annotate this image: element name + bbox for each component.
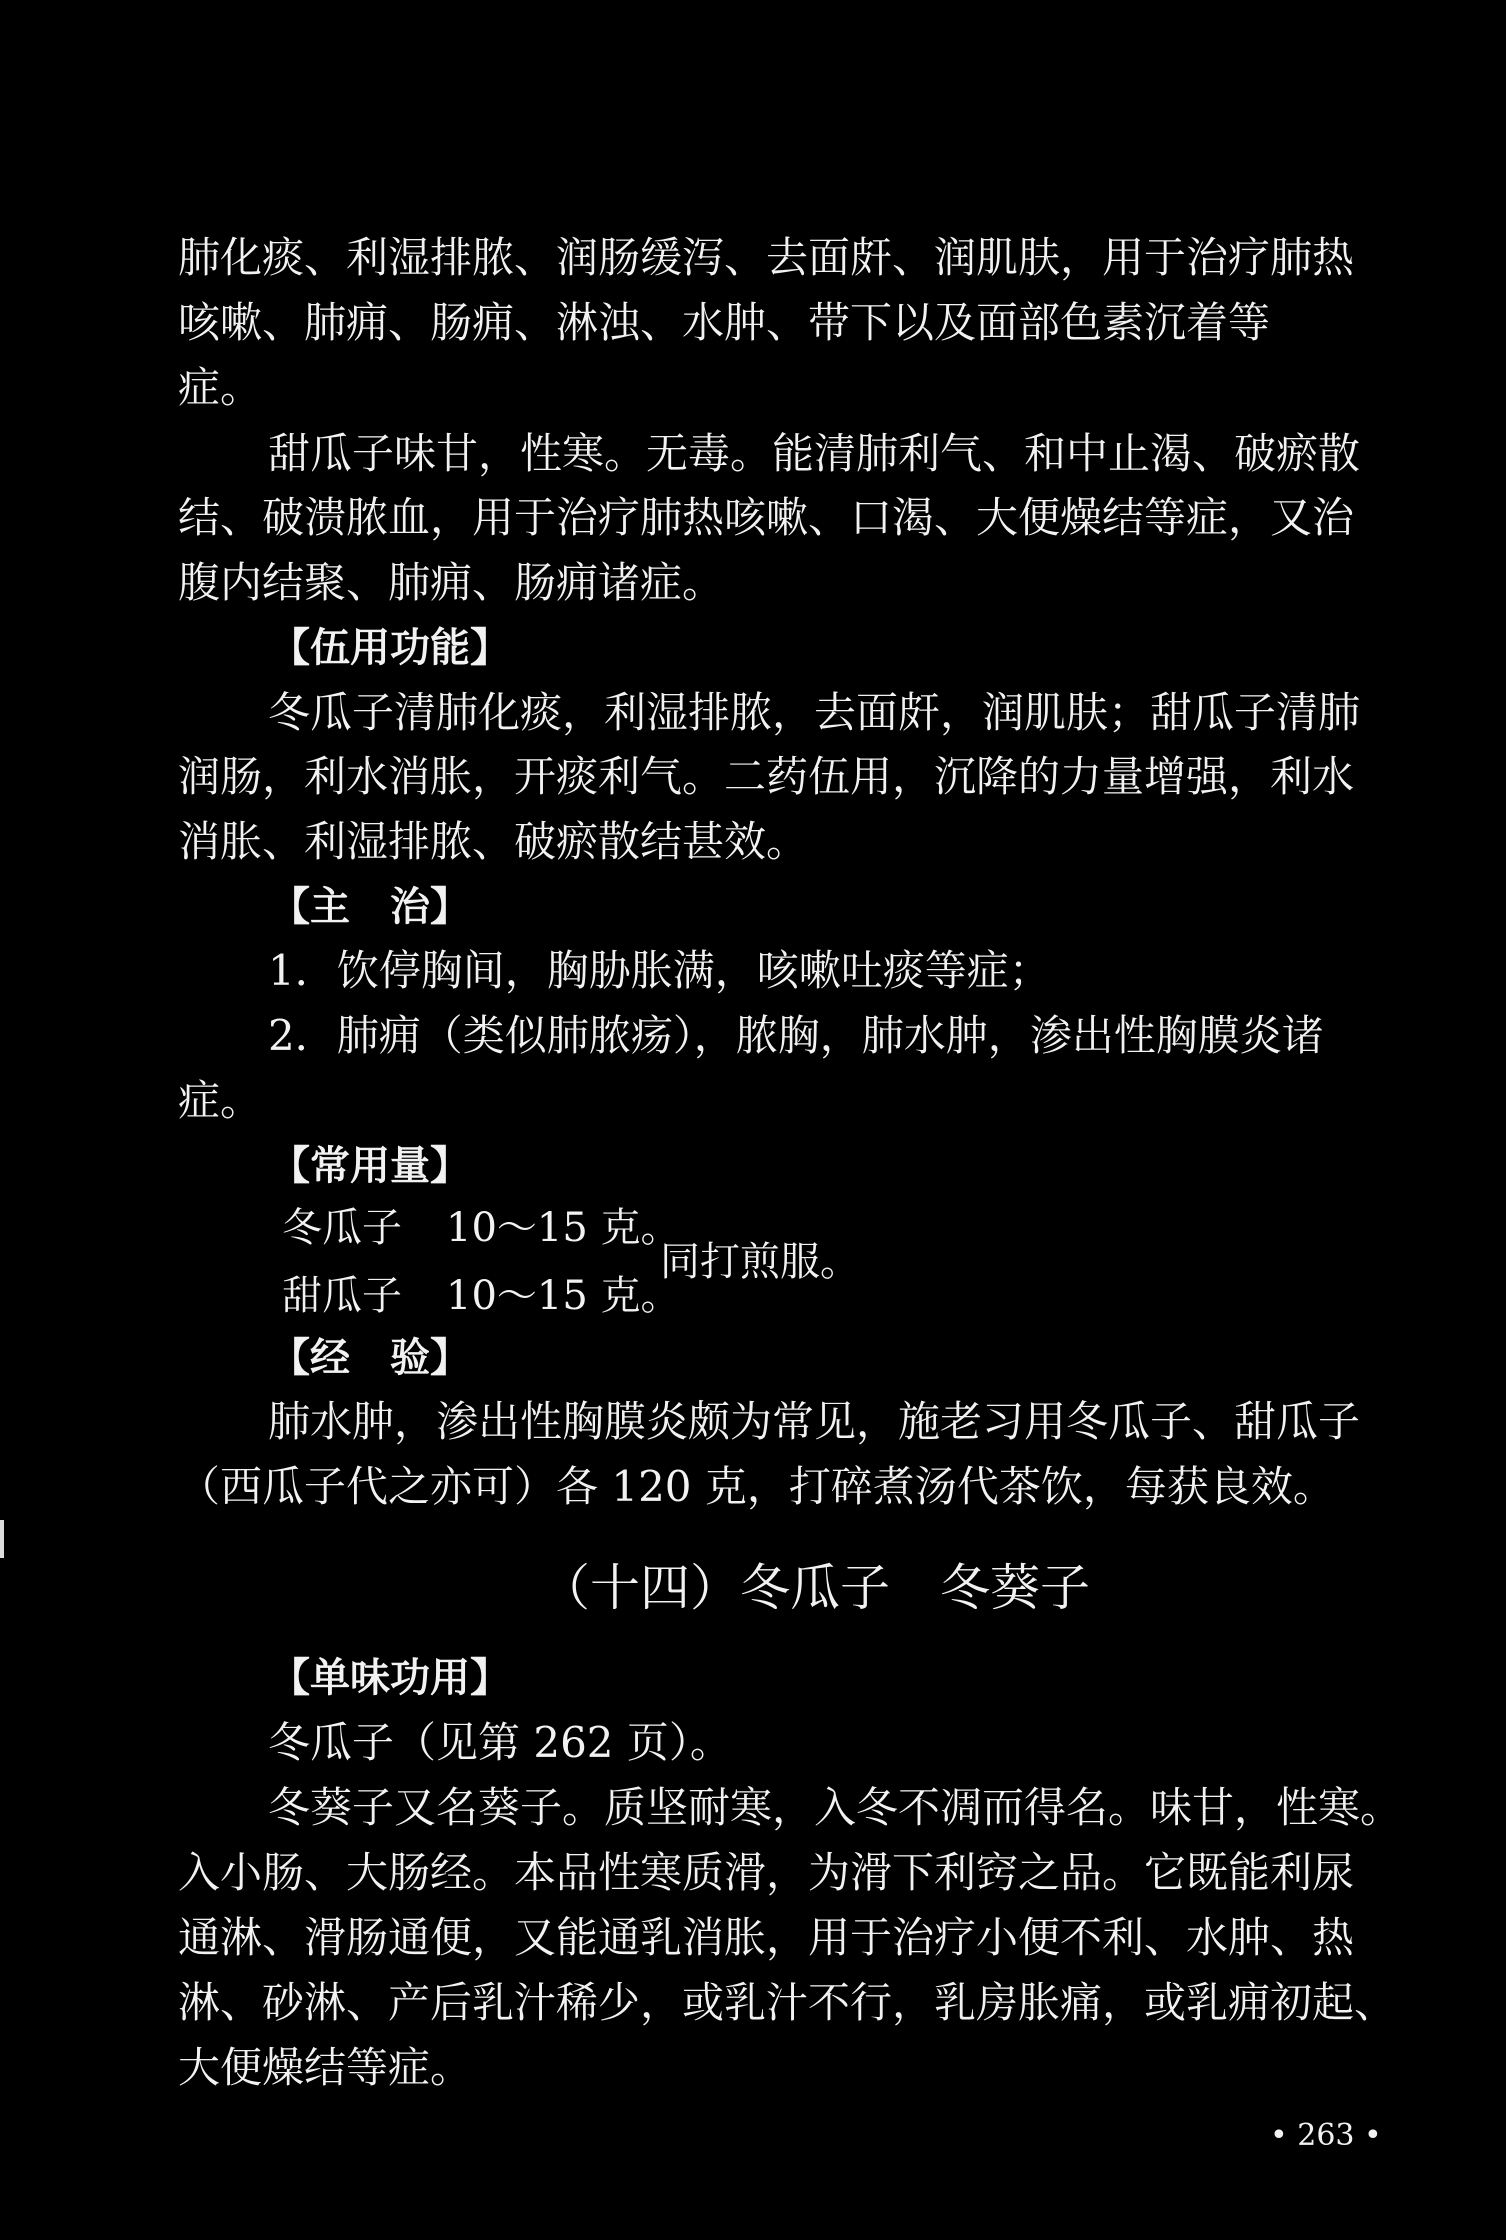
list-item-continuation: 症。: [178, 1076, 263, 1125]
heading-zhuzhi: 【主 治】: [270, 884, 470, 930]
dosage-drug: 甜瓜子: [282, 1273, 402, 1319]
dosage-amount: 10～15 克。: [446, 1205, 681, 1251]
dosage-row: [282, 1268, 681, 1324]
section-title: （十四）冬瓜子 冬葵子: [540, 1559, 1090, 1617]
dosage-amount: 10～15 克。: [446, 1273, 681, 1319]
paragraph-line: 腹内结聚、肺痈、肠痈诸症。: [178, 558, 725, 607]
paragraph-line: 消胀、利湿排脓、破瘀散结甚效。: [178, 817, 809, 866]
paragraph-line: 肺水肿，渗出性胸膜炎颇为常见，施老习用冬瓜子、甜瓜子: [268, 1397, 1361, 1446]
paragraph-line: 通淋、滑肠通便，又能通乳消胀，用于治疗小便不利、水肿、热: [178, 1913, 1355, 1962]
paragraph-line: 淋、砂淋、产后乳汁稀少，或乳汁不行，乳房胀痛，或乳痈初起、: [178, 1978, 1397, 2027]
page-edge-mark: [0, 1520, 4, 1558]
paragraph-line: 冬瓜子清肺化痰，利湿排脓，去面皯，润肌肤；甜瓜子清肺: [268, 688, 1361, 737]
paragraph-line: 甜瓜子味甘，性寒。无毒。能清肺利气、和中止渴、破瘀散: [268, 429, 1361, 478]
paragraph-line: 润肠，利水消胀，开痰利气。二药伍用，沉降的力量增强，利水: [178, 752, 1355, 801]
page-number: • 263 •: [1270, 2118, 1382, 2153]
heading-changyong: 【常用量】: [270, 1143, 470, 1189]
paragraph-line: 结、破溃脓血，用于治疗肺热咳嗽、口渴、大便燥结等症，又治: [178, 493, 1355, 542]
paragraph-line: （西瓜子代之亦可）各 120 克，打碎煮汤代茶饮，每获良效。: [178, 1462, 1335, 1511]
paragraph-line: 冬葵子又名葵子。质坚耐寒，入冬不凋而得名。味甘，性寒。: [268, 1783, 1403, 1832]
paragraph-line: 症。: [178, 363, 263, 412]
dosage-note: 同打煎服。: [660, 1239, 860, 1285]
list-item: 1．饮停胸间，胸胁胀满，咳嗽吐痰等症；: [268, 946, 1051, 995]
paragraph-line: 肺化痰、利湿排脓、润肠缓泻、去面皯、润肌肤，用于治疗肺热: [178, 233, 1355, 282]
paragraph-line: 大便燥结等症。: [178, 2043, 473, 2092]
paragraph-line: 咳嗽、肺痈、肠痈、淋浊、水肿、带下以及面部色素沉着等: [178, 298, 1271, 347]
dosage-row: [282, 1200, 681, 1256]
heading-jingyan: 【经 验】: [270, 1335, 470, 1381]
heading-danwei: 【单味功用】: [270, 1655, 510, 1701]
paragraph-line: 入小肠、大肠经。本品性寒质滑，为滑下利窍之品。它既能利尿: [178, 1848, 1355, 1897]
list-item: 2．肺痈（类似肺脓疡），脓胸，肺水肿，渗出性胸膜炎诸: [268, 1011, 1324, 1060]
dosage-drug: 冬瓜子: [282, 1205, 402, 1251]
heading-wuyong: 【伍用功能】: [270, 625, 510, 671]
paragraph-line: 冬瓜子（见第 262 页）。: [268, 1718, 732, 1767]
